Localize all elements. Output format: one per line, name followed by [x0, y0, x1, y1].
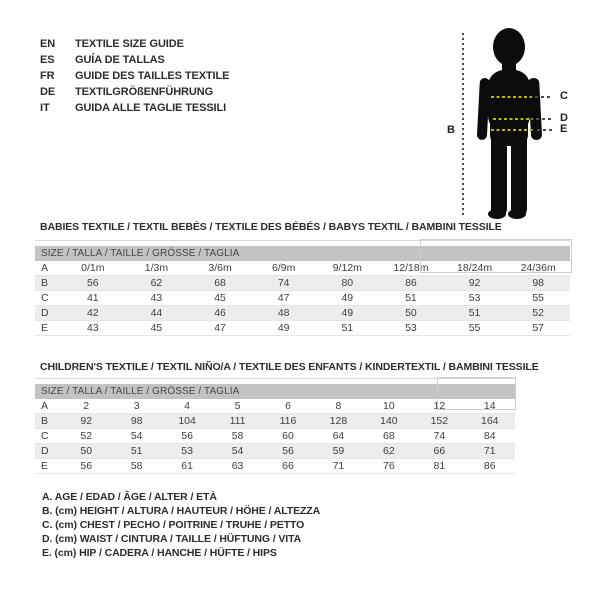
waist-label: D	[560, 112, 568, 124]
chest-measure-dashed-line	[491, 96, 532, 98]
legend-line: E. (cm) HIP / CADERA / HANCHE / HÜFTE / HIPS	[42, 547, 277, 559]
language-title: GUÍA DE TALLAS	[75, 54, 165, 66]
table-row	[35, 414, 515, 429]
table-cell: 92	[468, 277, 481, 289]
table-cell: 92	[80, 415, 93, 427]
table-cell: 12	[433, 400, 446, 412]
table-cell: 18/24m	[457, 262, 493, 274]
hip-measure-dashed-line	[491, 129, 534, 131]
table-cell: 5	[234, 400, 241, 412]
table-cell: 47	[214, 322, 226, 334]
language-code: FR	[40, 70, 55, 82]
table-row	[35, 321, 570, 336]
table-cell: 140	[380, 415, 398, 427]
table-cell: 128	[329, 415, 348, 427]
language-row	[40, 68, 229, 84]
table-cell: 51	[341, 322, 354, 334]
chest-measure-leader-line	[535, 96, 553, 98]
chest-label: C	[560, 90, 568, 102]
table-cell: 14	[483, 400, 496, 412]
table-cell: 71	[483, 445, 496, 457]
table-cell: 43	[86, 322, 99, 334]
table-row	[35, 306, 570, 321]
table-cell: 55	[468, 322, 481, 334]
hip-label: E	[560, 123, 568, 135]
language-code: IT	[40, 102, 50, 114]
table-cell: 48	[277, 307, 290, 319]
table-cell: 8	[335, 400, 342, 412]
language-title-list	[40, 36, 229, 116]
measurement-legend	[42, 490, 320, 560]
table-cell: 98	[532, 277, 545, 289]
table-cell: 52	[532, 307, 545, 319]
table-cell: 45	[214, 292, 226, 304]
table-cell: 51	[405, 292, 417, 304]
table-cell: 80	[341, 277, 354, 289]
table-cell: 49	[341, 292, 354, 304]
language-code: EN	[40, 38, 56, 50]
table-cell: 3/6m	[208, 262, 232, 274]
table-cell: 51	[468, 307, 481, 319]
babies-table-title: BABIES TEXTILE / TEXTIL BEBÉS / TEXTILE DES BÉBÉS / BABYS TEXTIL / BAMBINI TESSILE	[40, 221, 502, 233]
size-header-bar: SIZE / TALLA / TAILLE / GRÖSSE / TAGLIA	[35, 246, 570, 261]
table-cell: 86	[483, 460, 496, 472]
table-cell: 54	[130, 430, 143, 442]
language-code: ES	[40, 54, 55, 66]
row-label: B	[41, 277, 49, 289]
table-cell: 104	[178, 415, 196, 427]
legend-line: A. AGE / EDAD / ÂGE / ALTER / ETÀ	[42, 491, 217, 503]
table-cell: 74	[433, 430, 446, 442]
row-label: D	[41, 307, 49, 319]
table-cell: 58	[231, 430, 244, 442]
table-cell: 43	[150, 292, 163, 304]
table-cell: 6	[285, 400, 291, 412]
table-cell: 111	[229, 415, 246, 427]
table-cell: 44	[150, 307, 163, 319]
table-cell: 86	[405, 277, 417, 289]
size-header-bar: SIZE / TALLA / TAILLE / GRÖSSE / TAGLIA	[35, 384, 515, 399]
table-cell: 76	[383, 460, 395, 472]
row-label: A	[41, 400, 49, 412]
legend-line: B. (cm) HEIGHT / ALTURA / HAUTEUR / HÖHE / ALTEZZA	[42, 505, 321, 517]
table-cell: 152	[430, 415, 449, 427]
table-cell: 3	[133, 400, 140, 412]
highlighted-size-box-babies	[420, 239, 572, 273]
language-row	[40, 84, 229, 100]
table-cell: 59	[332, 445, 345, 457]
children-table-title: CHILDREN'S TEXTILE / TEXTIL NIÑO/A / TEXTILE DES ENFANTS / KINDERTEXTIL / BAMBINI TESSILE	[40, 361, 539, 373]
table-cell: 62	[150, 277, 163, 289]
table-cell: 54	[231, 445, 244, 457]
table-cell: 68	[214, 277, 226, 289]
row-label: C	[41, 430, 49, 442]
table-cell: 56	[86, 277, 99, 289]
waist-measure-leader-line	[536, 118, 553, 120]
table-row	[35, 444, 515, 459]
child-silhouette-icon	[476, 24, 556, 220]
table-cell: 49	[277, 322, 290, 334]
table-cell: 2	[83, 400, 90, 412]
table-cell: 6/9m	[272, 262, 296, 274]
table-cell: 53	[405, 322, 417, 334]
table-cell: 58	[130, 460, 143, 472]
table-cell: 4	[184, 400, 191, 412]
table-cell: 56	[80, 460, 93, 472]
table-cell: 81	[433, 460, 446, 472]
legend-line: D. (cm) WAIST / CINTURA / TAILLE / HÜFTUNG / VITA	[42, 533, 302, 545]
table-cell: 57	[532, 322, 545, 334]
language-code: DE	[40, 86, 56, 98]
table-row	[35, 291, 570, 306]
table-cell: 56	[181, 430, 193, 442]
row-label: E	[41, 322, 49, 334]
table-cell: 53	[468, 292, 481, 304]
table-cell: 98	[130, 415, 143, 427]
language-row	[40, 36, 229, 52]
table-cell: 116	[279, 415, 297, 427]
hip-measure-leader-line	[537, 129, 553, 131]
table-cell: 63	[231, 460, 244, 472]
row-label: A	[41, 262, 49, 274]
table-cell: 68	[383, 430, 395, 442]
table-cell: 74	[277, 277, 290, 289]
table-cell: 64	[332, 430, 345, 442]
table-row	[35, 429, 515, 444]
legend-line: C. (cm) CHEST / PECHO / POITRINE / TRUHE / PETTO	[42, 519, 305, 531]
table-cell: 56	[282, 445, 294, 457]
language-row	[40, 100, 229, 116]
height-label: B	[447, 124, 455, 136]
table-cell: 10	[383, 400, 395, 412]
language-title: TEXTILE SIZE GUIDE	[75, 38, 184, 50]
table-cell: 62	[383, 445, 395, 457]
table-cell: 51	[130, 445, 143, 457]
table-cell: 50	[80, 445, 93, 457]
table-cell: 49	[341, 307, 354, 319]
table-cell: 46	[214, 307, 226, 319]
table-cell: 164	[481, 415, 499, 427]
table-cell: 84	[483, 430, 496, 442]
table-cell: 42	[86, 307, 99, 319]
row-label: E	[41, 460, 49, 472]
table-cell: 55	[532, 292, 545, 304]
table-row	[35, 276, 570, 291]
table-cell: 61	[181, 460, 193, 472]
table-cell: 45	[150, 322, 163, 334]
height-measure-dashed-line	[462, 33, 464, 216]
table-cell: 1/3m	[144, 262, 169, 274]
row-label: C	[41, 292, 49, 304]
table-cell: 9/12m	[332, 262, 362, 274]
table-row	[35, 459, 515, 474]
table-cell: 24/36m	[520, 262, 556, 274]
table-cell: 52	[80, 430, 93, 442]
row-label: D	[41, 445, 49, 457]
row-label: B	[41, 415, 49, 427]
table-cell: 12/18m	[393, 262, 429, 274]
table-cell: 47	[277, 292, 290, 304]
language-title: TEXTILGRÖßENFÜHRUNG	[75, 86, 214, 98]
table-cell: 60	[282, 430, 294, 442]
language-row	[40, 52, 229, 68]
highlighted-size-box-children	[437, 377, 516, 410]
language-title: GUIDA ALLE TAGLIE TESSILI	[75, 102, 227, 114]
table-cell: 41	[86, 292, 99, 304]
table-cell: 0/1m	[81, 262, 105, 274]
table-cell: 50	[405, 307, 417, 319]
table-cell: 53	[181, 445, 193, 457]
language-title: GUIDE DES TAILLES TEXTILE	[75, 70, 230, 82]
table-cell: 66	[433, 445, 446, 457]
table-cell: 66	[282, 460, 294, 472]
table-cell: 71	[332, 460, 345, 472]
waist-measure-dashed-line	[493, 118, 533, 120]
